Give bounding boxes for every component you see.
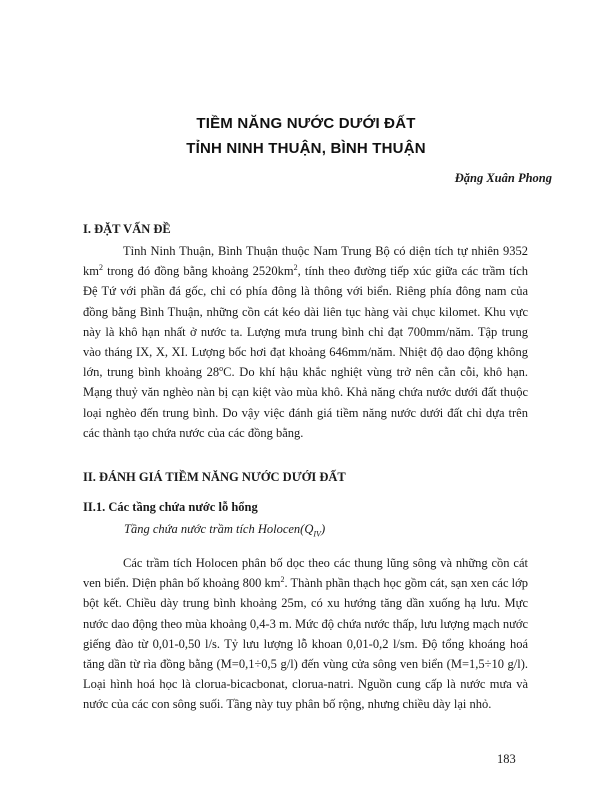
paragraph-text: , tính theo đường tiếp xúc giữa các trầm tích Đệ Tứ với phần đá gốc, chỉ có phía đông là thông với biển. Riêng phía đông nam của đồng bằng Bình Thuận, những cồn cát kéo dài liên tục hàng vài chục kilomet. Khu vực này là khô hạn nhất ở nước ta. Lượng mưa trung bình chỉ đạt 700mm/năm. Tập trung vào tháng IX, X, XI. Lượng bốc hơi đạt khoảng 646mm/năm. Nhiệt độ dao động không lớn, trung bình khoảng 28: [83, 264, 528, 380]
paragraph-text: Các trầm tích Holocen phân bố dọc theo các thung lũng sông và những cồn cát ven biển. Diện phân bố khoảng 800 km: [83, 556, 528, 591]
superscript: 2: [98, 263, 103, 273]
superscript: 2: [293, 263, 298, 273]
subsection-title: [124, 522, 325, 539]
author-name: Đặng Xuân Phong: [454, 171, 552, 185]
title-line-1: TIỀM NĂNG NƯỚC DƯỚI ĐẤT: [196, 115, 416, 132]
section-1-heading: I. ĐẶT VẤN ĐỀ: [83, 222, 171, 236]
section-2-1-paragraph: [83, 553, 528, 715]
title-line-2: TỈNH NINH THUẬN, BÌNH THUẬN: [186, 140, 426, 157]
degree-superscript: o: [219, 364, 224, 374]
paragraph-text: trong đó đồng bằng khoảng 2520km: [102, 264, 294, 279]
subsection-title-text: Tầng chứa nước trầm tích Holocen(Q: [124, 522, 314, 536]
section-1-paragraph: [83, 241, 528, 443]
section-2-heading: II. ĐÁNH GIÁ TIỀM NĂNG NƯỚC DƯỚI ĐẤT: [83, 470, 346, 484]
paragraph-text: . Thành phần thạch học gồm cát, sạn xen các lớp bột kết. Chiều dày trung bình khoảng 25m, có xu hướng tăng dần xuống hạ lưu. Mực nước dao động theo mùa khoảng 0,4-3 m. Mức độ chứa nước thấp, lưu lượng mạch nước giếng đào từ 0,01-0,50 l/s. Tỷ lưu lượng lỗ khoan 0,01-0,2 l/sm. Độ tổng khoáng hoá tăng dần từ rìa đồng bằng (M=0,1÷0,5 g/l) đến vùng cửa sông ven biển (M=1,5÷10 g/l). Loại hình hoá học là clorua-bicacbonat, clorua-natri. Nguồn cung cấp là nước mưa và nước của các con sông suối. Tầng này tuy phân bố rộng, nhưng chiều dày lại nhỏ.: [83, 576, 529, 712]
page-number: 183: [497, 752, 516, 766]
subsection-title-close: ): [320, 522, 326, 536]
paragraph-text: Tỉnh Ninh Thuận, Bình Thuận thuộc Nam Trung Bộ có diện tích tự nhiên 9352 km: [83, 244, 528, 279]
section-2-1-heading: II.1. Các tầng chứa nước lỗ hổng: [83, 500, 258, 514]
paragraph-text: C. Do khí hậu khắc nghiệt vùng trở nên cằn cỗi, khô hạn. Mạng thuỷ văn nghèo nàn bị cạn kiệt vào mùa khô. Khả năng chứa nước dưới đất thuộc loại nghèo đến trung bình. Do vậy việc đánh giá tiềm năng nước dưới đất chỉ dựa trên các thành tạo chứa nước của các đồng bằng.: [83, 365, 528, 440]
superscript: 2: [280, 575, 285, 585]
subscript: IV: [313, 529, 321, 539]
